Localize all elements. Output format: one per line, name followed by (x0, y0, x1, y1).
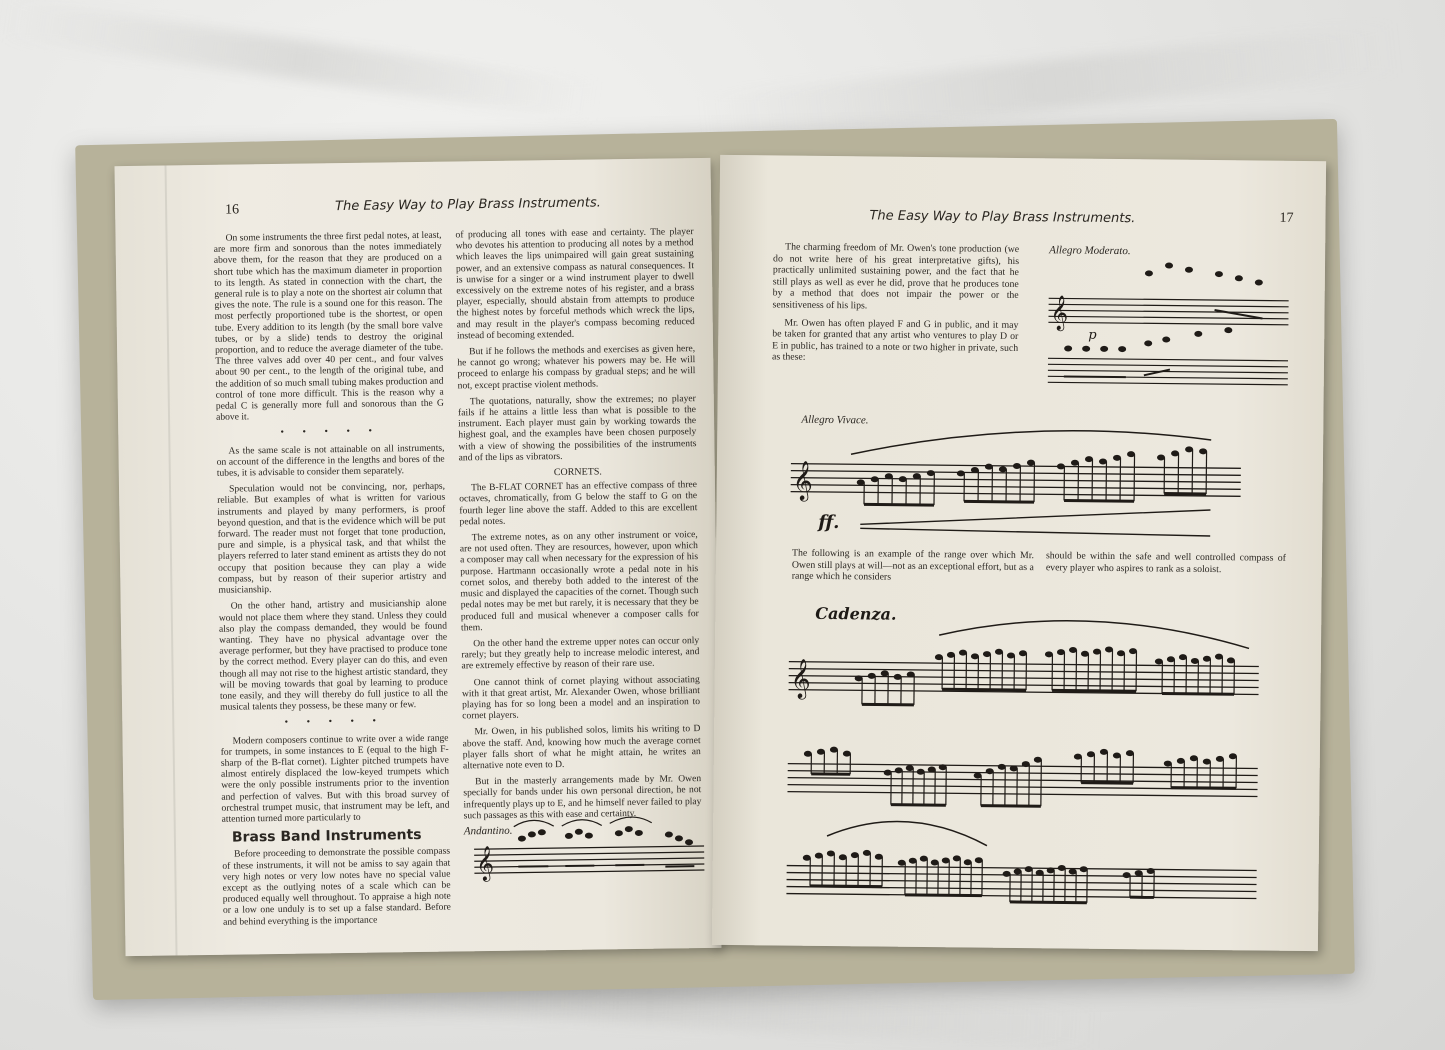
note-head (999, 466, 1007, 472)
section-dots: • • • • • (284, 715, 385, 729)
note-head (1216, 756, 1224, 762)
note-head (803, 855, 811, 861)
note-head (1199, 448, 1207, 454)
paragraph: Modern composers continue to write over a wide range for trumpets, in some instances to E (equal to the high F-sharp of the B-flat cornet). Lighter pitched trumpets have almost entirely displaced the low-keyed trumpets which were the only possible instruments prior to the invention and perfection of valves. But with this broad survey of orchestral trumpet music, that instrument may be left, and attention turned more particularly to (220, 732, 450, 825)
note-head (1007, 652, 1015, 658)
left-page (115, 158, 722, 956)
note-head (815, 853, 823, 859)
note-head (1135, 870, 1143, 876)
note-head (1013, 463, 1021, 469)
note-head (830, 747, 838, 753)
note-head (898, 860, 906, 866)
note-head (1014, 868, 1022, 874)
note-head (957, 470, 965, 476)
note-head (1085, 456, 1093, 462)
note-head (1203, 759, 1211, 765)
note-head (985, 464, 993, 470)
tempo-marking: Andantino. (463, 824, 513, 838)
note-head (1069, 647, 1077, 653)
note-head (942, 857, 950, 863)
note-head (895, 767, 903, 773)
note-head (931, 859, 939, 865)
note-head (839, 854, 847, 860)
note-head (851, 852, 859, 858)
paragraph: The charming freedom of Mr. Owen's tone production (we do not write here of his great interpretative gifts), his practically unlimited sustaining power, and the fact that he still plays as well as ever he did, prove that he produces tone by a method that does not impair the power or the sensitiveness of his lips. (772, 241, 1020, 312)
range-text-right: should be within the safe and well controlled compass of every player who aspires to rank as a soloist. (1045, 550, 1287, 575)
right-page (712, 155, 1326, 951)
note-head (1045, 651, 1053, 657)
note-head (1019, 650, 1027, 656)
section-heading: Brass Band Instruments (231, 827, 422, 846)
note-head (974, 773, 982, 779)
note-head (1155, 658, 1163, 664)
music-staff-andantino (474, 826, 705, 889)
note-head (1157, 454, 1165, 460)
paragraph: One cannot think of cornet playing without associating with it that great artist, Mr. Alexander Owen, whose brilliant playing has for so long been a model and an inspiration to cornet players. (461, 673, 701, 722)
note-head (804, 751, 812, 757)
note-head (1105, 646, 1113, 652)
note-head (1100, 749, 1108, 755)
music-staff-allegro-moderato (1048, 258, 1299, 401)
note-head (1190, 755, 1198, 761)
note-head (1227, 657, 1235, 663)
note-beam (1010, 902, 1087, 903)
range-text-left: The following is an example of the range over which Mr. Owen still plays at will—not as an exceptional effort, but as a range which he considers (791, 547, 1035, 583)
note-head (1034, 757, 1042, 763)
note-head (953, 855, 961, 861)
note-head (1127, 451, 1135, 457)
note-beam (862, 704, 914, 705)
note-head (868, 673, 876, 679)
svg-text:𝄞: 𝄞 (790, 658, 811, 699)
note-head (894, 674, 902, 680)
note-head (1215, 654, 1223, 660)
note-head (983, 651, 991, 657)
running-title: The Easy Way to Play Brass Instruments. (869, 208, 1136, 227)
note-head (1203, 656, 1211, 662)
note-head (1171, 450, 1179, 456)
paragraph: But if he follows the methods and exercises as given here, he cannot go wrong; whatever his powers may be. He will proceed to enlarge his compass by gradual steps; and he will not, except practise violent methods. (457, 343, 696, 392)
text-column-1 (213, 230, 451, 933)
section-heading: CORNETS. (553, 466, 602, 479)
paragraph: On the other hand the extreme upper notes can occur only rarely; but they greatly help to increase melodic interest, and are extremely effective by reason of their rare use. (461, 634, 700, 672)
paragraph: The extreme notes, as on any other instrument or voice, are not used often. They are resources, however, upon which a composer may call when necessary for the expression of his purpose. Hartmann occasionally wrote a pedal note in his cornet solos, and thereby both added to the interest of the music and displayed the capacities of the cornet. Though such pedal notes may be met but rarely, it is necessary that they be produced full and musical whenever a composer calls for them. (459, 529, 699, 634)
note-head (1177, 758, 1185, 764)
intro-text (772, 241, 1019, 372)
text-column-2 (455, 226, 701, 837)
note-beam (905, 895, 982, 896)
note-head (1185, 446, 1193, 452)
note-head (975, 857, 983, 863)
note-beam (1081, 783, 1133, 784)
paragraph: The B-FLAT CORNET has an effective compass of three octaves, chromatically, from G below the staff to G on the fourth leger line above the staff. Added to this are excellent pedal notes. (459, 479, 698, 528)
note-beam (864, 504, 934, 505)
note-beam (1052, 690, 1136, 691)
svg-text:p: p (1088, 327, 1097, 343)
note-head (1191, 658, 1199, 664)
paragraph: Mr. Owen, in his published solos, limits his writing to D above the staff. And, knowing how much the average cornet player falls short of what he might attain, he writes an alternative note even to D. (462, 723, 701, 772)
tempo-marking: Allegro Moderato. (1049, 244, 1131, 258)
note-head (1058, 865, 1066, 871)
note-head (1069, 869, 1077, 875)
paragraph: But in the masterly arrangements made by Mr. Owen specially for bands under his own personal direction, he not infrequently plays up to E, and he himself never failed to play such passages as this with ease and certainty. (463, 773, 702, 822)
note-head (1074, 754, 1082, 760)
note-head (881, 670, 889, 676)
note-head (1057, 463, 1065, 469)
section-dots: • • • • • (280, 425, 381, 439)
note-head (909, 858, 917, 864)
note-head (857, 479, 865, 485)
note-head (1027, 460, 1035, 466)
note-head (1113, 455, 1121, 461)
note-head (920, 856, 928, 862)
note-head (871, 476, 879, 482)
note-head (1099, 458, 1107, 464)
music-staff-cadenza (786, 604, 1269, 929)
note-head (1117, 650, 1125, 656)
note-head (906, 765, 914, 771)
note-head (1057, 649, 1065, 655)
note-head (959, 650, 967, 656)
note-beam (1064, 500, 1134, 501)
note-head (927, 470, 935, 476)
note-beam (1171, 788, 1236, 789)
note-beam (981, 806, 1041, 807)
note-head (1087, 751, 1095, 757)
note-head (827, 850, 835, 856)
note-head (1093, 649, 1101, 655)
note-head (1025, 866, 1033, 872)
note-beam (964, 501, 1034, 502)
note-beam (891, 805, 946, 806)
note-beam (942, 689, 1026, 690)
note-head (1167, 656, 1175, 662)
note-beam (810, 886, 882, 887)
note-head (1164, 761, 1172, 767)
note-head (995, 649, 1003, 655)
svg-text:𝄞: 𝄞 (476, 845, 495, 882)
note-head (1113, 752, 1121, 758)
note-head (1071, 460, 1079, 466)
note-head (899, 476, 907, 482)
music-staff-allegro-vivace (790, 424, 1251, 539)
note-head (986, 768, 994, 774)
page-number: 16 (225, 202, 240, 218)
paragraph: Before proceeding to demonstrate the possible compass of these instruments, it will not be amiss to say again that very high notes or very low notes have no special value except as the outlying notes of a scale which can be produced equally well throughout. To appraise a high note or a low one unduly is to set up a false standard. Before and behind everything is the importance (222, 845, 451, 928)
note-beam (1162, 694, 1234, 695)
note-head (843, 751, 851, 757)
note-head (971, 653, 979, 659)
note-head (964, 859, 972, 865)
note-head (863, 850, 871, 856)
paragraph: On the other hand, artistry and musicianship alone would not place them where they stand. Unless they could also play the compass demanded, they would be found wanting. They have no physical advantage over the average performer, but they have practised to produce tone by the correct method. Every player can do this, and even though all may not rise to the highest artistic standard, they will be moving towards that goal by learning to produce tone easily, and they will thereby do full justice to all the musical talents they possess, be these many or few. (218, 597, 448, 713)
note-head (1123, 872, 1131, 878)
page-number: 17 (1279, 210, 1294, 226)
note-head (917, 769, 925, 775)
note-head (875, 854, 883, 860)
note-head (1229, 753, 1237, 759)
note-head (1129, 648, 1137, 654)
note-head (1080, 866, 1088, 872)
paragraph: of producing all tones with ease and certainty. The player who devotes his attention to producing all notes by a method which leaves the lips unimpaired will gain great sustaining power, and an extensive compass as natural consequences. It is unwise for a singer or a wind instrument player to dwell excessively on the extreme notes of his register, and a brass player, especially, should abstain from attempts to produce the highest notes by forceful methods which wreck the lips, and may result in the player's compass becoming reduced instead of becoming extended. (455, 226, 695, 342)
svg-text:ff.: ff. (818, 511, 840, 534)
note-head (1003, 871, 1011, 877)
cloth-fold (0, 0, 600, 122)
note-head (1179, 654, 1187, 660)
tempo-marking: Allegro Vivace. (801, 413, 869, 427)
note-head (884, 770, 892, 776)
note-head (1081, 651, 1089, 657)
paragraph: As the same scale is not attainable on all instruments, on account of the difference in the lengths and bores of the tubes, it is advisable to consider them separately. (216, 442, 445, 479)
paragraph: The quotations, naturally, show the extremes; no player fails if he attains a little less than what is possible to the instrument. Each player must gain by working towards the highest goal, and the examples have been chosen purposely with a view of showing the possibilities of the instruments and of the lips as vibrators. (457, 392, 697, 464)
paragraph: Mr. Owen has often played F and G in public, and it may be taken for granted that any artist who ventures to play D or E in public, has trained to a note or two higher in private, such as these: (771, 317, 1019, 364)
cadenza-label: Cadenza. (815, 603, 897, 624)
svg-text:𝄞: 𝄞 (792, 460, 814, 501)
note-head (817, 749, 825, 755)
note-head (1126, 750, 1134, 756)
paragraph: On some instruments the three first pedal notes, at least, are more firm and sonorous than the notes immediately above them, for the reason that they are produced on a short tube which has the maximum diameter in proportion to its length. As stated in connection with the chart, the general rule is to play a note on the shortest air column that gives the note. The rule is a sound one for this reason. The most perfectly proportioned tube is the shortest, or open tube. Every addition to its length (by the small bore valve tubes, or by a slide) tends to destroy the original proportion, and to reduce the average diameter of the tube. The three valves add over 40 per cent., and four valves about 90 per cent., to the length of the original tube, and the addition of so much small tubing makes production and control of tone more difficult. This is the reason why a pedal C is generally more full and sonorous than the G above it. (213, 229, 444, 424)
svg-text:𝄞: 𝄞 (1050, 295, 1069, 331)
note-head (935, 654, 943, 660)
running-title: The Easy Way to Play Brass Instruments. (334, 195, 601, 215)
note-head (947, 652, 955, 658)
paragraph: Speculation would not be convincing, nor, perhaps, reliable. But examples of what is written for various instruments and played by many performers, is proof beyond question, and that is the evidence which will be put forward. The reader must not forget that tone production, pure and simple, is a physical task, and that whilst the players referred to later stand eminent as artists they do not occupy that position because they can play a wide compass, but by reason of their superior artistry and musicianship. (217, 480, 447, 596)
note-head (998, 764, 1006, 770)
